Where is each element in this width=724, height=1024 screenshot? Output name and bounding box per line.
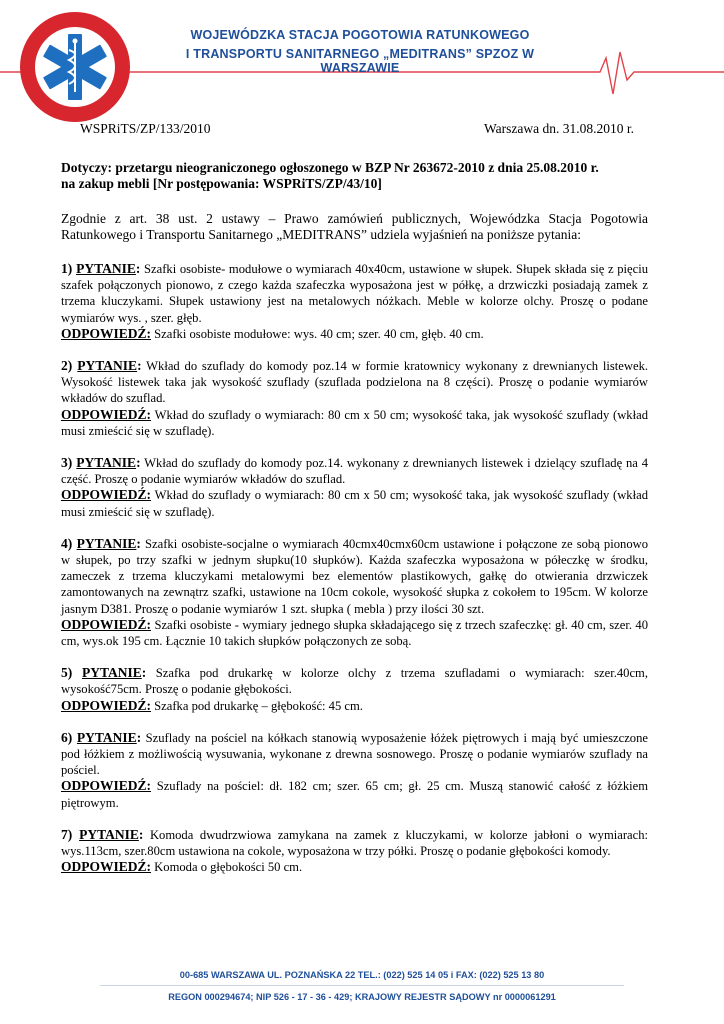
answer-text: Szuflady na pościel: dł. 182 cm; szer. 65 cm; gł. 25 cm. Muszą stanowić całość z łóżkiem piętrowym. bbox=[61, 779, 648, 810]
question-text: Wkład do szuflady do komody poz.14 w formie kratownicy wykonany z drewnianych listewek. Wysokość listewek taka jak wysokość szuflady (szuflada podzielona na 8 części). Proszę o podanie wymiarów wkładów do szuflad. bbox=[61, 359, 649, 406]
question-label: 6) PYTANIE: bbox=[61, 729, 142, 745]
answer-label: ODPOWIEDŹ: bbox=[61, 325, 152, 341]
question-label: 5) PYTANIE: bbox=[61, 665, 147, 681]
answer-text: Wkład do szuflady o wymiarach: 80 cm x 50 cm; wysokość taka, jak wysokość szuflady (wkład musi zmieścić się w szufladę). bbox=[61, 407, 648, 438]
answer-label: ODPOWIEDŹ: bbox=[61, 406, 152, 422]
footer-address: 00-685 WARSZAWA UL. POZNAŃSKA 22 TEL.: (022) 525 14 05 i FAX: (022) 525 13 80 bbox=[179, 970, 545, 980]
footer-registry: REGON 000294674; NIP 526 - 17 - 36 - 429; KRAJOWY REJESTR SĄDOWY nr 0000061291 bbox=[168, 992, 556, 1002]
answer-label: ODPOWIEDŹ: bbox=[61, 616, 152, 632]
qa-item-2 bbox=[61, 358, 648, 439]
document-body bbox=[61, 160, 648, 892]
qa-item-1 bbox=[61, 261, 648, 342]
question-label: 1) PYTANIE: bbox=[61, 261, 141, 276]
question-label: 4) PYTANIE: bbox=[61, 535, 141, 551]
answer-text: Szafka pod drukarkę – głębokość: 45 cm. bbox=[154, 698, 363, 713]
document-reference-number: WSPRiTS/ZP/133/2010 bbox=[80, 121, 211, 136]
subject-line-1: Dotyczy: przetargu nieograniczonego ogłoszonego w BZP Nr 263672-2010 z dnia 25.08.2010 r. bbox=[61, 160, 599, 175]
organization-logo bbox=[18, 10, 132, 124]
document-date: Warszawa dn. 31.08.2010 r. bbox=[484, 121, 635, 136]
answer-text: Szafki osobiste - wymiary jednego słupka składającego się z trzech szafeczkę: gł. 40 cm, szer. 40 cm, wys.ok 195 cm. Łącznie 10 takich słupków połączonych ze sobą. bbox=[61, 617, 648, 649]
intro-paragraph: Zgodnie z art. 38 ust. 2 ustawy – Prawo zamówień publicznych, Wojewódzka Stacja Pogotowia Ratunkowego i Transportu Sanitarnego „MEDITRANS” udziela wyjaśnień na poniższe pytania: bbox=[61, 211, 648, 242]
answer-label: ODPOWIEDŹ: bbox=[61, 859, 152, 875]
question-text: Szafka pod drukarkę w kolorze olchy z trzema szufladami o wymiarach: szer.40cm, wysokość75cm. Proszę o podanie głębokości. bbox=[61, 666, 648, 697]
question-text: Wkład do szuflady do komody poz.14. wykonany z drewnianych listewek i dzielący szufladę na 4 część. Proszę o podanie wymiarów wkładów do szuflad. bbox=[61, 456, 649, 487]
qa-item-6 bbox=[61, 730, 648, 811]
qa-item-7 bbox=[61, 827, 648, 876]
question-label: 2) PYTANIE: bbox=[61, 358, 142, 374]
organization-name-line1: WOJEWÓDZKA STACJA POGOTOWIA RATUNKOWEGO bbox=[190, 28, 530, 42]
subject-line-2: na zakup mebli [Nr postępowania: WSPRiTS/ZP/43/10] bbox=[61, 176, 382, 191]
answer-label: ODPOWIEDŹ: bbox=[61, 778, 152, 794]
question-text: Szafki osobiste- modułowe o wymiarach 40x40cm, ustawione w słupek. Słupek składa się z pięciu szafek połączonych pionowo, z czego każda szafeczka wyposażona jest w półkę, a drzwiczki posiadają zamek z trzema kluczykami. Słupek ustawiony jest na metalowych nóżkach. Meble w kolorze olchy. Proszę o podane wymiarów wys. , szer. głęb. bbox=[61, 262, 648, 325]
answer-text: Wkład do szuflady o wymiarach: 80 cm x 50 cm; wysokość taka, jak wysokość szuflady (wkład musi zmieścić się w szufladę). bbox=[61, 488, 648, 519]
answer-label: ODPOWIEDŹ: bbox=[61, 697, 152, 713]
qa-item-3 bbox=[61, 455, 648, 520]
organization-name-line2: I TRANSPORTU SANITARNEGO „MEDITRANS” SPZOZ W WARSZAWIE bbox=[185, 47, 535, 75]
footer-divider bbox=[100, 985, 624, 986]
answer-text: Komoda o głębokości 50 cm. bbox=[154, 860, 303, 875]
qa-item-4 bbox=[61, 536, 648, 649]
question-label: 3) PYTANIE: bbox=[61, 455, 141, 471]
question-label: 7) PYTANIE: bbox=[61, 826, 144, 842]
answer-label: ODPOWIEDŹ: bbox=[61, 487, 152, 503]
question-text: Szafki osobiste-socjalne o wymiarach 40cmx40cmx60cm ustawione i połączone ze sobą pionowo w słupek, po trzy szafki w jednym słupku(10 słupków). Każda szafeczka wyposażona w półeczkę w środku, zameczek z trzema kluczykami metalowymi bez elementów plastikowych, gałkę do otwierania drzwiczek zamontowanych na zewnątrz szafki, ustawione na 10cm cokole, wysokość słupka z cokołem to 195cm. W kolorze jasnym D381. Proszę o podanie wymiarów 1 szt. słupka ( mebla ) przy ilości 30 szt. bbox=[61, 536, 649, 616]
question-text: Szuflady na pościel na kółkach stanowią wyposażenie łóżek piętrowych i mają być umieszczone pod łóżkiem z możliwością wysuwania, wykonane z drewna sosnowego. Proszę o podanie wymiarów szuflady na pościel. bbox=[61, 730, 648, 778]
qa-item-5 bbox=[61, 665, 648, 714]
answer-text: Szafki osobiste modułowe: wys. 40 cm; szer. 40 cm, głęb. 40 cm. bbox=[154, 326, 484, 341]
question-text: Komoda dwudrzwiowa zamykana na zamek z kluczykami, w kolorze jabłoni o wymiarach: wys.113cm, szer.80cm ustawiona na cokole, wyposażona w trzy półki. Proszę o podanie głębokości komody. bbox=[61, 827, 648, 859]
